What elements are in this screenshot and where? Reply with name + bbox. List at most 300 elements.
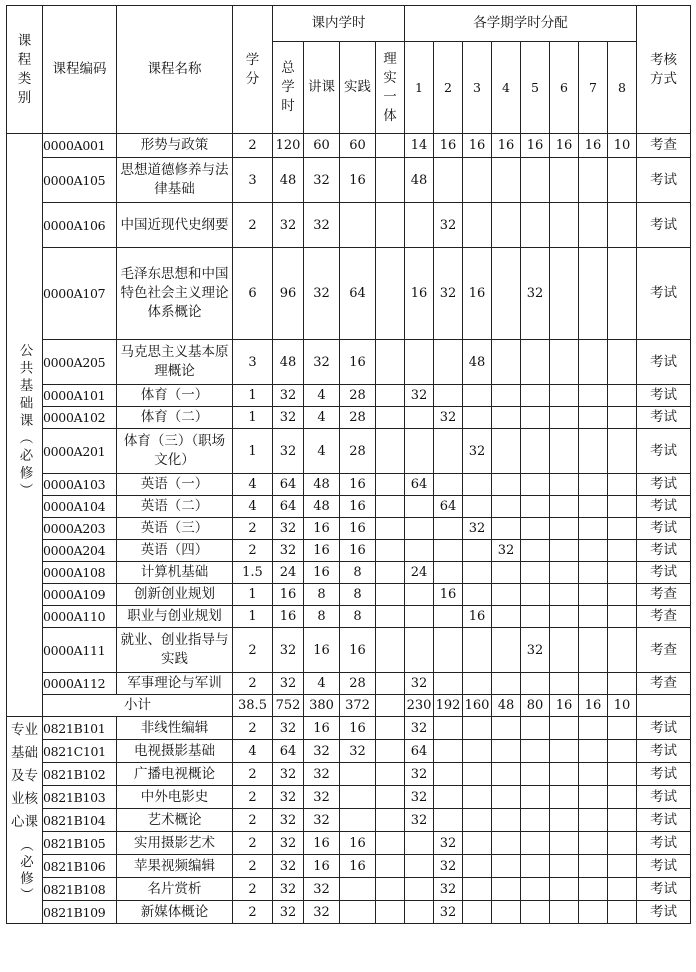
- term-3-hours-cell: [463, 809, 492, 832]
- assessment-cell: 考查: [637, 134, 691, 158]
- term-4-hours-cell: 32: [492, 540, 521, 562]
- term-7-hours-cell: [579, 717, 608, 740]
- term-4-hours-cell: [492, 832, 521, 855]
- term-1-hours-cell: [405, 628, 434, 673]
- term-4-hours-cell: [492, 474, 521, 496]
- term-8-hours-cell: [608, 562, 637, 584]
- term-2-hours-cell: [434, 628, 463, 673]
- term-7-hours-cell: [579, 540, 608, 562]
- term-8-hours-cell: 10: [608, 134, 637, 158]
- table-row: [7, 717, 691, 740]
- term-3-hours-cell: [463, 474, 492, 496]
- credits-cell: 2: [233, 901, 273, 924]
- term-2-hours-cell: [434, 340, 463, 385]
- course-code: 0000A107: [43, 248, 117, 340]
- term-6-hours-cell: [550, 248, 579, 340]
- assessment-cell: 考试: [637, 878, 691, 901]
- term-5-hours-cell: [521, 584, 550, 606]
- term-8-hours-cell: [608, 203, 637, 248]
- header-assessment: 考核方式: [637, 6, 691, 134]
- term-3-hours-cell: 32: [463, 429, 492, 474]
- integrated-hours-cell: [376, 717, 405, 740]
- practice-hours-cell: 16: [340, 496, 376, 518]
- term-4-hours-cell: [492, 606, 521, 628]
- header-terms-group: 各学期学时分配: [405, 6, 637, 42]
- credits-cell: 2: [233, 540, 273, 562]
- assessment-cell: 考试: [637, 248, 691, 340]
- course-name: 电视摄影基础: [117, 740, 233, 763]
- credits-cell: 1.5: [233, 562, 273, 584]
- integrated-hours-cell: [376, 540, 405, 562]
- credits-cell: 2: [233, 628, 273, 673]
- table-row: [7, 540, 691, 562]
- course-code: 0000A108: [43, 562, 117, 584]
- header-total: 总学时: [273, 42, 304, 134]
- practice-hours-cell: 16: [340, 628, 376, 673]
- assessment-cell: 考试: [637, 832, 691, 855]
- term-4-hours-cell: [492, 809, 521, 832]
- term-3-hours-cell: [463, 203, 492, 248]
- term-3-hours-cell: [463, 673, 492, 695]
- integrated-hours-cell: [376, 901, 405, 924]
- term-6-hours-cell: [550, 385, 579, 407]
- total-hours-cell: 16: [273, 584, 304, 606]
- integrated-hours-cell: [376, 496, 405, 518]
- term-2-hours-cell: 192: [434, 695, 463, 717]
- term-7-hours-cell: [579, 584, 608, 606]
- table-row: [7, 809, 691, 832]
- term-5-hours-cell: [521, 203, 550, 248]
- course-name: 英语（三）: [117, 518, 233, 540]
- term-3-hours-cell: 48: [463, 340, 492, 385]
- table-row: [7, 203, 691, 248]
- term-7-hours-cell: [579, 809, 608, 832]
- practice-hours-cell: 16: [340, 474, 376, 496]
- term-4-hours-cell: [492, 628, 521, 673]
- total-hours-cell: 32: [273, 385, 304, 407]
- term-5-hours-cell: [521, 429, 550, 474]
- course-name: 英语（一）: [117, 474, 233, 496]
- term-6-hours-cell: [550, 809, 579, 832]
- integrated-hours-cell: [376, 429, 405, 474]
- term-3-hours-cell: [463, 878, 492, 901]
- category-public-label: 公共基础课（必修）: [16, 343, 33, 501]
- course-code: 0000A110: [43, 606, 117, 628]
- course-name: 职业与创业规划: [117, 606, 233, 628]
- practice-hours-cell: 32: [340, 740, 376, 763]
- header-practice: 实践: [340, 42, 376, 134]
- term-7-hours-cell: [579, 763, 608, 786]
- term-1-hours-cell: 48: [405, 158, 434, 203]
- term-3-hours-cell: [463, 385, 492, 407]
- integrated-hours-cell: [376, 134, 405, 158]
- term-3-hours-cell: [463, 763, 492, 786]
- term-5-hours-cell: [521, 901, 550, 924]
- integrated-hours-cell: [376, 786, 405, 809]
- term-2-hours-cell: [434, 158, 463, 203]
- term-2-hours-cell: [434, 606, 463, 628]
- header-hours-group: 课内学时: [273, 6, 405, 42]
- term-8-hours-cell: [608, 340, 637, 385]
- term-4-hours-cell: [492, 584, 521, 606]
- term-6-hours-cell: [550, 496, 579, 518]
- practice-hours-cell: [340, 203, 376, 248]
- integrated-hours-cell: [376, 407, 405, 429]
- term-6-hours-cell: [550, 628, 579, 673]
- practice-hours-cell: 28: [340, 429, 376, 474]
- term-2-hours-cell: [434, 562, 463, 584]
- credits-cell: 2: [233, 878, 273, 901]
- integrated-hours-cell: [376, 584, 405, 606]
- course-name: 体育（一）: [117, 385, 233, 407]
- total-hours-cell: 32: [273, 203, 304, 248]
- total-hours-cell: 32: [273, 878, 304, 901]
- term-5-hours-cell: 16: [521, 134, 550, 158]
- header-integrated: 理实一体: [376, 42, 405, 134]
- lecture-hours-cell: 16: [304, 832, 340, 855]
- term-1-hours-cell: [405, 855, 434, 878]
- lecture-hours-cell: 16: [304, 540, 340, 562]
- total-hours-cell: 32: [273, 786, 304, 809]
- assessment-cell: 考试: [637, 809, 691, 832]
- term-6-hours-cell: [550, 429, 579, 474]
- lecture-hours-cell: 60: [304, 134, 340, 158]
- practice-hours-cell: 372: [340, 695, 376, 717]
- assessment-cell: 考试: [637, 203, 691, 248]
- course-code: 0000A101: [43, 385, 117, 407]
- term-5-hours-cell: [521, 562, 550, 584]
- total-hours-cell: 64: [273, 474, 304, 496]
- term-1-hours-cell: 24: [405, 562, 434, 584]
- lecture-hours-cell: 48: [304, 474, 340, 496]
- term-5-hours-cell: [521, 809, 550, 832]
- credits-cell: 2: [233, 855, 273, 878]
- term-7-hours-cell: [579, 606, 608, 628]
- term-7-hours-cell: [579, 340, 608, 385]
- term-4-hours-cell: [492, 901, 521, 924]
- practice-hours-cell: 28: [340, 385, 376, 407]
- lecture-hours-cell: 4: [304, 407, 340, 429]
- term-4-hours-cell: [492, 855, 521, 878]
- term-6-hours-cell: [550, 740, 579, 763]
- credits-cell: 3: [233, 340, 273, 385]
- course-name: 英语（四）: [117, 540, 233, 562]
- practice-hours-cell: 8: [340, 606, 376, 628]
- header-term-8: 8: [608, 42, 637, 134]
- term-2-hours-cell: [434, 717, 463, 740]
- course-code: 0000A204: [43, 540, 117, 562]
- credits-cell: 2: [233, 832, 273, 855]
- lecture-hours-cell: 4: [304, 385, 340, 407]
- term-8-hours-cell: [608, 518, 637, 540]
- credits-cell: 1: [233, 407, 273, 429]
- lecture-hours-cell: 16: [304, 628, 340, 673]
- course-code: 0000A103: [43, 474, 117, 496]
- credits-cell: 3: [233, 158, 273, 203]
- term-8-hours-cell: [608, 855, 637, 878]
- header-credits: 学分: [233, 6, 273, 134]
- term-3-hours-cell: [463, 496, 492, 518]
- total-hours-cell: 16: [273, 606, 304, 628]
- term-2-hours-cell: [434, 518, 463, 540]
- assessment-cell: 考试: [637, 340, 691, 385]
- practice-hours-cell: [340, 763, 376, 786]
- term-2-hours-cell: 32: [434, 407, 463, 429]
- course-name: 实用摄影艺术: [117, 832, 233, 855]
- term-2-hours-cell: [434, 673, 463, 695]
- term-1-hours-cell: 64: [405, 740, 434, 763]
- assessment-cell: [637, 695, 691, 717]
- credits-cell: 2: [233, 134, 273, 158]
- term-1-hours-cell: [405, 606, 434, 628]
- term-7-hours-cell: [579, 786, 608, 809]
- term-8-hours-cell: [608, 901, 637, 924]
- total-hours-cell: 96: [273, 248, 304, 340]
- term-1-hours-cell: [405, 878, 434, 901]
- term-5-hours-cell: [521, 540, 550, 562]
- term-3-hours-cell: 16: [463, 248, 492, 340]
- integrated-hours-cell: [376, 878, 405, 901]
- credits-cell: 2: [233, 786, 273, 809]
- term-6-hours-cell: [550, 340, 579, 385]
- credits-cell: 2: [233, 203, 273, 248]
- term-2-hours-cell: [434, 385, 463, 407]
- term-7-hours-cell: [579, 474, 608, 496]
- header-name: 课程名称: [117, 6, 233, 134]
- credits-cell: 1: [233, 429, 273, 474]
- term-7-hours-cell: 16: [579, 134, 608, 158]
- term-8-hours-cell: [608, 740, 637, 763]
- total-hours-cell: 32: [273, 809, 304, 832]
- course-code: 0821B106: [43, 855, 117, 878]
- term-3-hours-cell: 32: [463, 518, 492, 540]
- term-8-hours-cell: [608, 763, 637, 786]
- term-6-hours-cell: [550, 763, 579, 786]
- course-code: 0821B102: [43, 763, 117, 786]
- total-hours-cell: 32: [273, 717, 304, 740]
- term-5-hours-cell: [521, 832, 550, 855]
- course-code: 0000A109: [43, 584, 117, 606]
- term-5-hours-cell: [521, 385, 550, 407]
- term-2-hours-cell: [434, 429, 463, 474]
- table-row: [7, 496, 691, 518]
- credits-cell: 2: [233, 673, 273, 695]
- lecture-hours-cell: 32: [304, 809, 340, 832]
- course-code: 0821B105: [43, 832, 117, 855]
- credits-cell: 4: [233, 496, 273, 518]
- term-3-hours-cell: [463, 540, 492, 562]
- credits-cell: 1: [233, 606, 273, 628]
- term-8-hours-cell: [608, 809, 637, 832]
- integrated-hours-cell: [376, 763, 405, 786]
- term-2-hours-cell: [434, 786, 463, 809]
- term-4-hours-cell: [492, 203, 521, 248]
- course-name: 广播电视概论: [117, 763, 233, 786]
- header-term-4: 4: [492, 42, 521, 134]
- integrated-hours-cell: [376, 518, 405, 540]
- integrated-hours-cell: [376, 248, 405, 340]
- course-code: 0000A104: [43, 496, 117, 518]
- integrated-hours-cell: [376, 809, 405, 832]
- term-2-hours-cell: 16: [434, 584, 463, 606]
- term-3-hours-cell: [463, 901, 492, 924]
- practice-hours-cell: 16: [340, 340, 376, 385]
- practice-hours-cell: 16: [340, 832, 376, 855]
- table-row: [7, 562, 691, 584]
- term-1-hours-cell: [405, 407, 434, 429]
- course-code: 0000A201: [43, 429, 117, 474]
- course-code: 0000A205: [43, 340, 117, 385]
- lecture-hours-cell: 32: [304, 763, 340, 786]
- term-4-hours-cell: [492, 429, 521, 474]
- term-2-hours-cell: 32: [434, 203, 463, 248]
- term-3-hours-cell: [463, 855, 492, 878]
- assessment-cell: 考查: [637, 628, 691, 673]
- term-6-hours-cell: [550, 474, 579, 496]
- subtotal-label: 小计: [43, 695, 233, 717]
- lecture-hours-cell: 8: [304, 606, 340, 628]
- term-3-hours-cell: 160: [463, 695, 492, 717]
- table-row: [7, 407, 691, 429]
- term-3-hours-cell: [463, 628, 492, 673]
- term-6-hours-cell: [550, 832, 579, 855]
- term-8-hours-cell: [608, 628, 637, 673]
- course-code: 0821B101: [43, 717, 117, 740]
- practice-hours-cell: [340, 809, 376, 832]
- term-8-hours-cell: [608, 832, 637, 855]
- credits-cell: 38.5: [233, 695, 273, 717]
- integrated-hours-cell: [376, 832, 405, 855]
- integrated-hours-cell: [376, 606, 405, 628]
- course-name: 体育（三）（职场文化）: [117, 429, 233, 474]
- practice-hours-cell: 16: [340, 540, 376, 562]
- lecture-hours-cell: 32: [304, 340, 340, 385]
- table-row: [7, 158, 691, 203]
- term-5-hours-cell: [521, 340, 550, 385]
- course-code: 0821B104: [43, 809, 117, 832]
- category-public-cell: [7, 134, 43, 717]
- term-4-hours-cell: [492, 496, 521, 518]
- assessment-cell: 考试: [637, 901, 691, 924]
- course-name: 新媒体概论: [117, 901, 233, 924]
- term-5-hours-cell: [521, 740, 550, 763]
- lecture-hours-cell: 32: [304, 740, 340, 763]
- lecture-hours-cell: 8: [304, 584, 340, 606]
- category-major-cell: [7, 717, 43, 924]
- integrated-hours-cell: [376, 673, 405, 695]
- credits-cell: 1: [233, 584, 273, 606]
- total-hours-cell: 64: [273, 740, 304, 763]
- subtotal-row: [7, 695, 691, 717]
- integrated-hours-cell: [376, 158, 405, 203]
- term-4-hours-cell: [492, 407, 521, 429]
- header-term-6: 6: [550, 42, 579, 134]
- curriculum-table: [6, 5, 691, 924]
- category-major-label: 专业基础及专业核心课: [11, 722, 38, 830]
- term-6-hours-cell: 16: [550, 134, 579, 158]
- category-major-required-label: （必修）: [17, 838, 33, 904]
- course-name: 思想道德修养与法律基础: [117, 158, 233, 203]
- term-7-hours-cell: 16: [579, 695, 608, 717]
- term-4-hours-cell: [492, 740, 521, 763]
- total-hours-cell: 32: [273, 901, 304, 924]
- term-7-hours-cell: [579, 878, 608, 901]
- header-category: 课程类别: [7, 6, 43, 134]
- term-8-hours-cell: [608, 786, 637, 809]
- credits-cell: 2: [233, 809, 273, 832]
- term-8-hours-cell: [608, 429, 637, 474]
- lecture-hours-cell: 4: [304, 429, 340, 474]
- course-name: 英语（二）: [117, 496, 233, 518]
- term-1-hours-cell: 32: [405, 673, 434, 695]
- integrated-hours-cell: [376, 855, 405, 878]
- term-7-hours-cell: [579, 496, 608, 518]
- table-row: [7, 878, 691, 901]
- practice-hours-cell: [340, 878, 376, 901]
- term-6-hours-cell: [550, 562, 579, 584]
- term-8-hours-cell: [608, 673, 637, 695]
- term-5-hours-cell: [521, 786, 550, 809]
- lecture-hours-cell: 32: [304, 203, 340, 248]
- course-name: 计算机基础: [117, 562, 233, 584]
- term-5-hours-cell: 80: [521, 695, 550, 717]
- term-3-hours-cell: [463, 158, 492, 203]
- table-row: [7, 740, 691, 763]
- table-row: [7, 518, 691, 540]
- integrated-hours-cell: [376, 340, 405, 385]
- term-3-hours-cell: 16: [463, 606, 492, 628]
- lecture-hours-cell: 4: [304, 673, 340, 695]
- lecture-hours-cell: 16: [304, 562, 340, 584]
- table-row: [7, 340, 691, 385]
- term-7-hours-cell: [579, 673, 608, 695]
- assessment-cell: 考试: [637, 385, 691, 407]
- practice-hours-cell: 60: [340, 134, 376, 158]
- header-term-2: 2: [434, 42, 463, 134]
- curriculum-page: [6, 5, 691, 924]
- course-code: 0821B109: [43, 901, 117, 924]
- course-name: 形势与政策: [117, 134, 233, 158]
- course-code: 0821C101: [43, 740, 117, 763]
- term-3-hours-cell: 16: [463, 134, 492, 158]
- term-2-hours-cell: 32: [434, 901, 463, 924]
- practice-hours-cell: [340, 901, 376, 924]
- table-row: [7, 248, 691, 340]
- table-row: [7, 385, 691, 407]
- term-4-hours-cell: [492, 340, 521, 385]
- lecture-hours-cell: 16: [304, 855, 340, 878]
- total-hours-cell: 32: [273, 518, 304, 540]
- table-row: [7, 628, 691, 673]
- term-6-hours-cell: [550, 901, 579, 924]
- assessment-cell: 考试: [637, 540, 691, 562]
- term-1-hours-cell: 32: [405, 809, 434, 832]
- table-row: [7, 673, 691, 695]
- term-4-hours-cell: [492, 248, 521, 340]
- term-8-hours-cell: [608, 496, 637, 518]
- header-code: 课程编码: [43, 6, 117, 134]
- assessment-cell: 考试: [637, 474, 691, 496]
- term-6-hours-cell: [550, 786, 579, 809]
- term-8-hours-cell: [608, 248, 637, 340]
- lecture-hours-cell: 32: [304, 786, 340, 809]
- term-3-hours-cell: [463, 562, 492, 584]
- total-hours-cell: 48: [273, 158, 304, 203]
- total-hours-cell: 32: [273, 832, 304, 855]
- term-8-hours-cell: [608, 158, 637, 203]
- term-3-hours-cell: [463, 740, 492, 763]
- term-4-hours-cell: 16: [492, 134, 521, 158]
